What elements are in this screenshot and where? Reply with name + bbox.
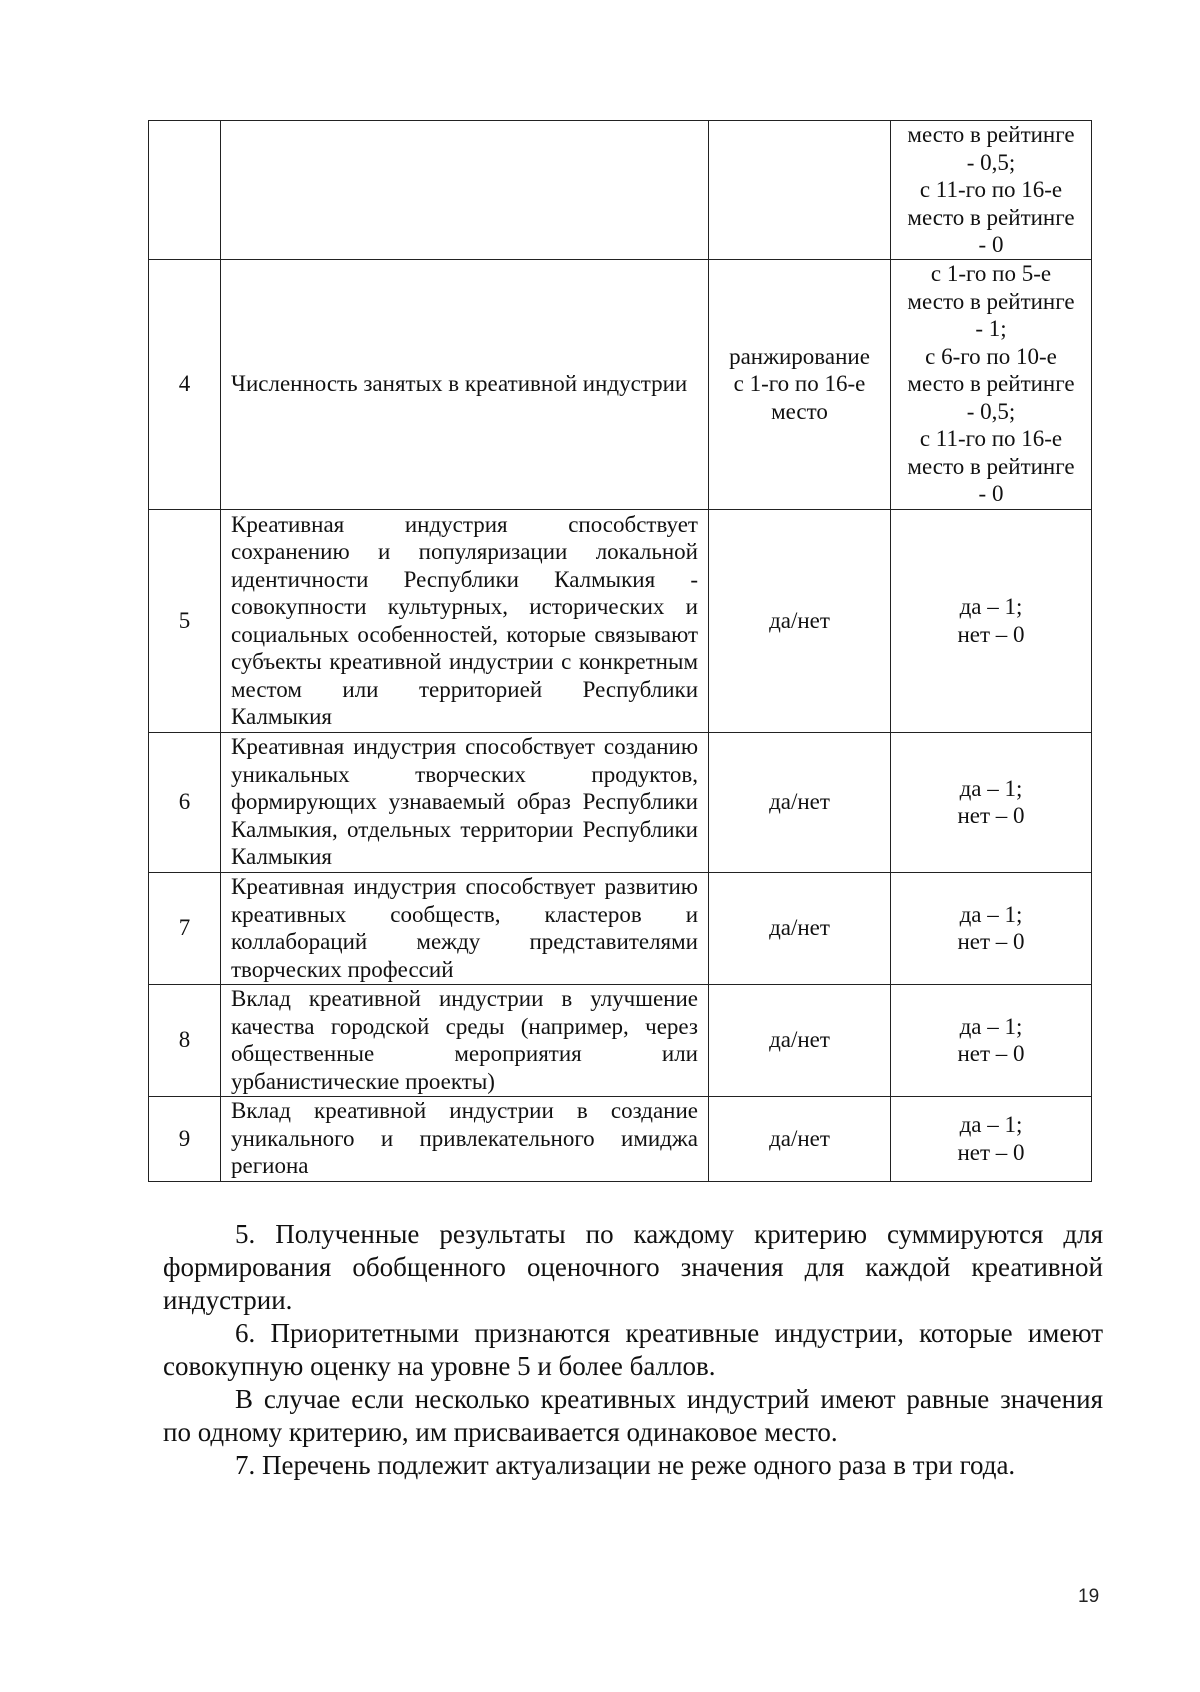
method-line: да/нет xyxy=(769,915,830,941)
row-number: 4 xyxy=(149,259,221,509)
criterion-cell xyxy=(221,984,709,1096)
method-line: да/нет xyxy=(769,607,830,633)
method-cell xyxy=(709,1096,891,1181)
score-line: да – 1; xyxy=(959,1013,1023,1039)
score-line: с 6-го по 10-е xyxy=(925,343,1057,369)
score-line: нет – 0 xyxy=(957,1139,1025,1165)
score-line: место в рейтинге xyxy=(907,371,1075,397)
table-row xyxy=(149,872,1092,984)
score-cell xyxy=(891,984,1092,1096)
method-cell xyxy=(709,984,891,1096)
method-line: место xyxy=(771,398,828,424)
score-line: - 1; xyxy=(975,316,1007,342)
table-row xyxy=(149,732,1092,872)
score-cell xyxy=(891,259,1092,509)
method-cell xyxy=(709,732,891,872)
score-cell xyxy=(891,872,1092,984)
score-line: да – 1; xyxy=(959,1112,1023,1137)
criteria-table xyxy=(148,120,1092,1182)
score-line: нет – 0 xyxy=(957,621,1025,647)
score-line: да – 1; xyxy=(959,594,1023,619)
criterion-text: Вклад креативной индустрии в улучшение качества городской среды (например, через общественные мероприятия или урбанистические проекты) xyxy=(231,986,698,1094)
table-row xyxy=(149,984,1092,1096)
paragraph: 6. Приоритетными признаются креативные индустрии, которые имеют совокупную оценку на уровне 5 и более баллов. xyxy=(163,1318,1103,1381)
paragraph: В случае если несколько креативных индустрий имеют равные значения по одному критерию, им присваивается одинаковое место. xyxy=(163,1384,1103,1447)
table-row xyxy=(149,121,1092,260)
score-line: нет – 0 xyxy=(957,803,1025,828)
criterion-cell xyxy=(221,509,709,732)
page-number: 19 xyxy=(1078,1586,1100,1607)
method-cell xyxy=(709,259,891,509)
body-text xyxy=(163,1218,1103,1482)
score-line: нет – 0 xyxy=(957,1041,1025,1066)
score-line: - 0 xyxy=(978,481,1004,507)
score-cell xyxy=(891,121,1092,260)
method-cell xyxy=(709,872,891,984)
row-number: 9 xyxy=(149,1096,221,1181)
table-row xyxy=(149,259,1092,509)
score-line: место в рейтинге xyxy=(907,122,1075,147)
method-line: да/нет xyxy=(769,789,830,815)
criterion-text: Креативная индустрия способствует созданию уникальных творческих продуктов, формирующих узнаваемый образ Республики Калмыкия, отдельных территории Республики Калмыкия xyxy=(231,734,698,870)
table-row xyxy=(149,509,1092,732)
row-number: 8 xyxy=(149,984,221,1096)
criterion-text: Вклад креативной индустрии в создание уникального и привлекательного имиджа региона xyxy=(231,1098,698,1179)
score-line: нет – 0 xyxy=(957,929,1025,954)
criterion-cell xyxy=(221,259,709,509)
score-line: с 1-го по 5-е xyxy=(930,261,1052,287)
score-line: место в рейтинге xyxy=(907,288,1075,314)
paragraph: 5. Полученные результаты по каждому критерию суммируются для формирования обобщенного оценочного значения для каждой креативной индустрии. xyxy=(163,1219,1103,1315)
row-number: 5 xyxy=(149,509,221,732)
method-cell xyxy=(709,121,891,260)
table-row xyxy=(149,1096,1092,1181)
method-line: да/нет xyxy=(769,1027,830,1053)
row-number: 6 xyxy=(149,732,221,872)
criterion-text: Численность занятых в креативной индустрии xyxy=(231,371,688,397)
method-line: ранжирование xyxy=(729,343,870,369)
criterion-cell xyxy=(221,121,709,260)
score-cell xyxy=(891,1096,1092,1181)
criterion-text: Креативная индустрия способствует развитию креативных сообществ, кластеров и коллабораций между представителями творческих профессий xyxy=(231,874,698,982)
method-line: да/нет xyxy=(769,1125,830,1151)
method-cell xyxy=(709,509,891,732)
criterion-cell xyxy=(221,872,709,984)
row-number xyxy=(149,121,221,260)
score-line: - 0,5; xyxy=(966,398,1016,424)
method-line: с 1-го по 16-е xyxy=(733,371,866,397)
score-line: - 0,5; xyxy=(966,149,1016,175)
criterion-text: Креативная индустрия способствует сохранению и популяризации локальной идентичности Республики Калмыкия - совокупности культурных, исторических и социальных особенностей, которые связывают субъекты креативной индустрии с конкретным местом или территорией Республики Калмыкия xyxy=(231,511,698,729)
paragraph: 7. Перечень подлежит актуализации не реже одного раза в три года. xyxy=(235,1450,1016,1480)
score-cell xyxy=(891,732,1092,872)
criterion-cell xyxy=(221,1096,709,1181)
score-line: да – 1; xyxy=(959,775,1023,801)
score-line: место в рейтинге xyxy=(907,453,1075,479)
score-cell xyxy=(891,509,1092,732)
criterion-cell xyxy=(221,732,709,872)
score-line: с 11-го по 16-е xyxy=(919,177,1063,202)
score-line: место в рейтинге xyxy=(907,204,1075,230)
score-line: с 11-го по 16-е xyxy=(919,426,1063,452)
score-line: - 0 xyxy=(978,232,1004,257)
score-line: да – 1; xyxy=(959,901,1023,927)
row-number: 7 xyxy=(149,872,221,984)
